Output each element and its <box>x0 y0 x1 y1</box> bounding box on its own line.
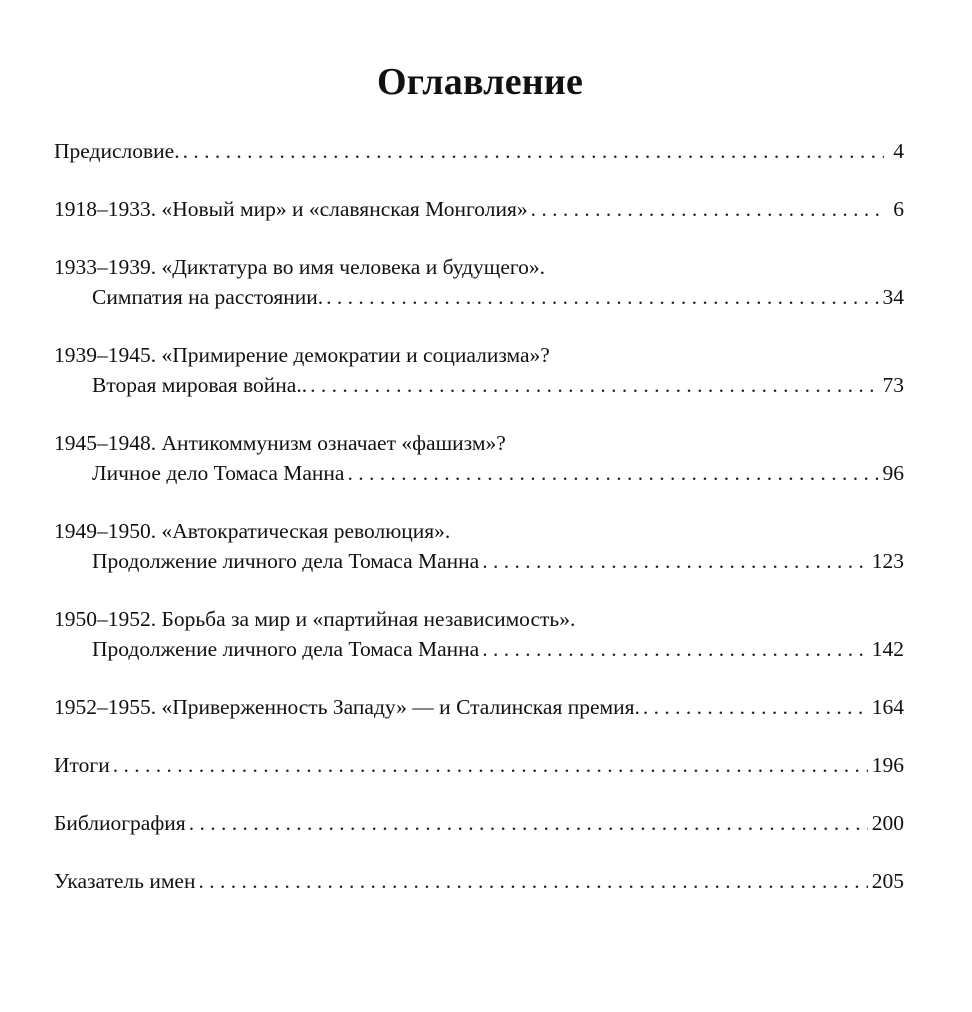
dot-leader <box>479 634 868 664</box>
table-of-contents <box>54 136 904 896</box>
dot-leader <box>479 546 868 576</box>
toc-page-number: 164 <box>871 695 904 719</box>
dot-leader <box>640 692 868 722</box>
toc-entry-1945-1948 <box>54 428 904 488</box>
toc-entry-1952-1955 <box>54 692 904 722</box>
toc-entry-1933-1939 <box>54 252 904 312</box>
toc-line <box>54 370 904 400</box>
toc-line <box>54 194 904 224</box>
toc-line <box>54 808 904 838</box>
toc-line <box>54 866 904 896</box>
toc-entry-subtitle: Продолжение личного дела Томаса Манна <box>92 637 480 661</box>
toc-page-number: 6 <box>893 197 904 221</box>
toc-entry-title: Библиография <box>54 811 186 835</box>
toc-page-number: 196 <box>871 753 904 777</box>
toc-line <box>54 546 904 576</box>
toc-line <box>54 282 904 312</box>
toc-line <box>54 750 904 780</box>
dot-leader <box>307 370 878 400</box>
dot-leader <box>344 458 878 488</box>
toc-entry-subtitle: Симпатия на расстоянии. <box>92 285 324 309</box>
toc-page-number: 142 <box>871 637 904 661</box>
toc-entry-1939-1945 <box>54 340 904 400</box>
toc-line <box>54 692 904 722</box>
toc-page-number: 205 <box>871 869 904 893</box>
toc-page-number: 123 <box>871 549 904 573</box>
toc-page-number: 96 <box>882 461 904 485</box>
toc-page-number: 200 <box>871 811 904 835</box>
dot-leader <box>528 194 884 224</box>
toc-entry-subtitle: Личное дело Томаса Манна <box>92 461 345 485</box>
toc-page-number: 4 <box>893 139 904 163</box>
toc-entry-title: Предисловие. <box>54 139 180 163</box>
dot-leader <box>180 136 884 166</box>
dot-leader <box>110 750 868 780</box>
toc-entry-subtitle: Продолжение личного дела Томаса Манна <box>92 549 480 573</box>
toc-entry-title: 1918–1933. «Новый мир» и «славянская Монголия» <box>54 197 528 221</box>
toc-entry-1949-1950 <box>54 516 904 576</box>
toc-entry-title: 1952–1955. «Приверженность Западу» — и Сталинская премия. <box>54 695 640 719</box>
toc-entry-title: 1945–1948. Антикоммунизм означает «фашизм»? <box>54 431 506 455</box>
toc-entry-preface <box>54 136 904 166</box>
toc-entry-1918-1933 <box>54 194 904 224</box>
toc-entry-title: Указатель имен <box>54 869 196 893</box>
toc-entry-title: 1950–1952. Борьба за мир и «партийная независимость». <box>54 607 576 631</box>
dot-leader <box>186 808 868 838</box>
dot-leader <box>195 866 867 896</box>
dot-leader <box>323 282 878 312</box>
toc-entry-title: 1939–1945. «Примирение демократии и социализма»? <box>54 343 550 367</box>
toc-line <box>54 458 904 488</box>
toc-entry-bibliography <box>54 808 904 838</box>
toc-entry-title: 1949–1950. «Автократическая революция». <box>54 519 451 543</box>
toc-entry-title: 1933–1939. «Диктатура во имя человека и будущего». <box>54 255 546 279</box>
toc-entry-name-index <box>54 866 904 896</box>
toc-entry-1950-1952 <box>54 604 904 664</box>
toc-entry-summary <box>54 750 904 780</box>
toc-page-number: 34 <box>882 285 904 309</box>
toc-line <box>54 136 904 166</box>
toc-page-number: 73 <box>882 373 904 397</box>
toc-entry-subtitle: Вторая мировая война.. <box>92 373 308 397</box>
toc-line <box>54 634 904 664</box>
toc-entry-title: Итоги <box>54 753 110 777</box>
page-title: Оглавление <box>376 61 584 103</box>
